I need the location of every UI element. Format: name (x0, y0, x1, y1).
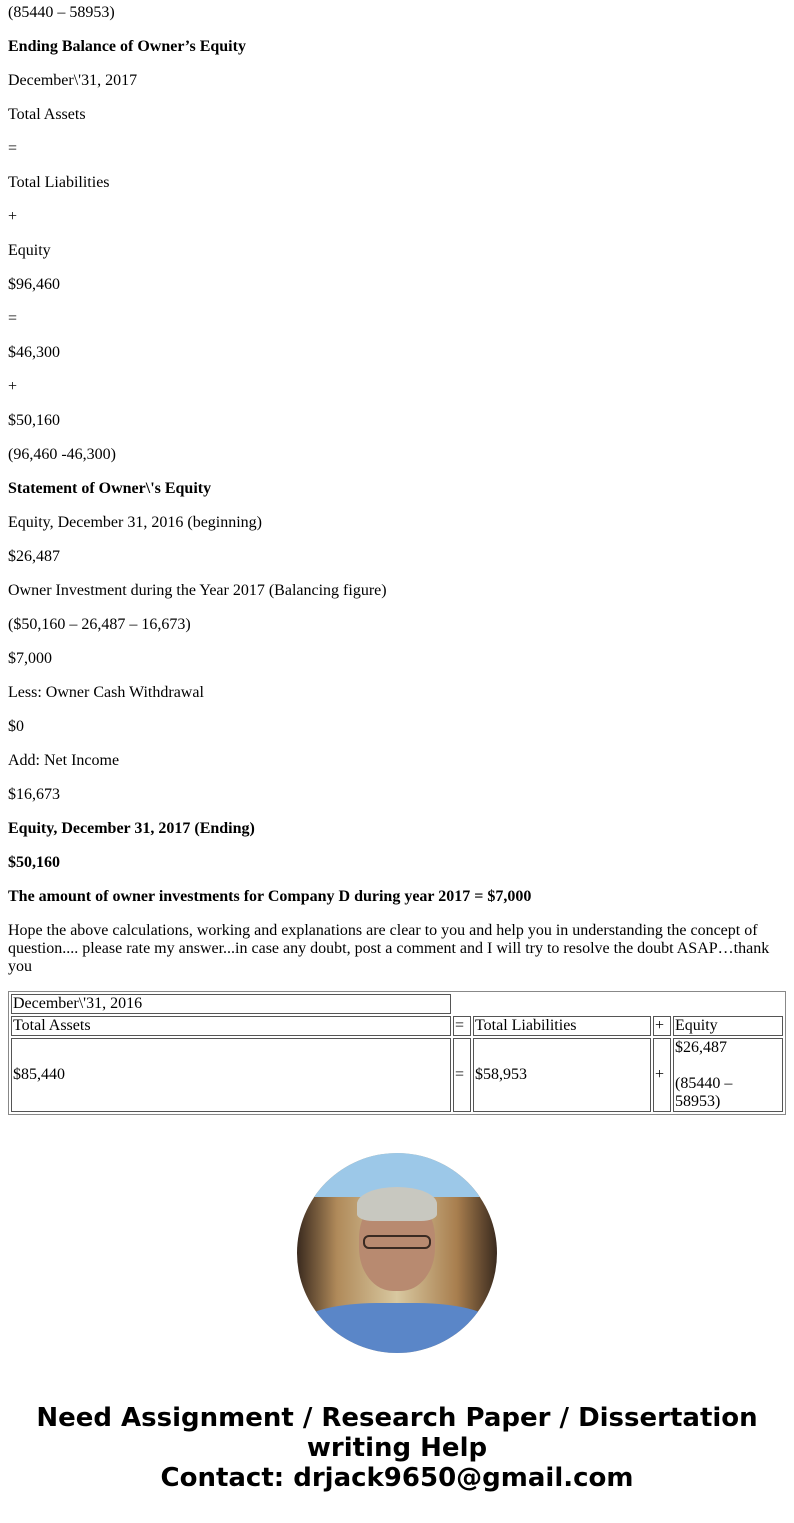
paragraph: Statement of Owner\'s Equity (8, 480, 212, 497)
paragraph: $50,160 (8, 412, 60, 429)
paragraph: Hope the above calculations, working and explanations are clear to you and help you in understanding the concept of question.... please rate my answer...in case any doubt, post a comment and I will try to resolve the doubt ASAP…thank you (8, 922, 770, 975)
paragraph: Add: Net Income (8, 752, 120, 769)
paragraph: $46,300 (8, 344, 60, 361)
paragraph: $16,673 (8, 786, 60, 803)
paragraph: $26,487 (8, 548, 60, 565)
cell-equity (673, 1038, 783, 1112)
cell-equals: = (453, 1038, 471, 1112)
table-row (11, 1038, 783, 1112)
paragraph: Equity, December 31, 2016 (beginning) (8, 514, 263, 531)
paragraph: + (8, 378, 18, 395)
table-header-row (11, 1016, 783, 1036)
promo-footer (0, 1403, 794, 1493)
paragraph: Equity (8, 242, 51, 259)
paragraph: = (8, 140, 18, 157)
paragraph: Less: Owner Cash Withdrawal (8, 684, 204, 701)
paragraph: (96,460 -46,300) (8, 446, 116, 463)
equity-note: (85440 – 58953) (675, 1075, 733, 1110)
paragraph: $7,000 (8, 650, 52, 667)
header-total-liabilities: Total Liabilities (473, 1016, 651, 1036)
paragraph: Owner Investment during the Year 2017 (Balancing figure) (8, 582, 387, 599)
paragraph: ($50,160 – 26,487 – 16,673) (8, 616, 191, 633)
header-total-assets: Total Assets (11, 1016, 451, 1036)
author-photo (297, 1153, 497, 1353)
paragraph: The amount of owner investments for Company D during year 2017 = $7,000 (8, 888, 532, 905)
promo-headline: Need Assignment / Research Paper / Dissertation writing Help (36, 1403, 758, 1463)
paragraph: Ending Balance of Owner’s Equity (8, 38, 246, 55)
header-equals: = (453, 1016, 471, 1036)
paragraph: $96,460 (8, 276, 60, 293)
paragraph: Total Assets (8, 106, 86, 123)
header-plus: + (653, 1016, 671, 1036)
promo-contact: Contact: drjack9650@gmail.com (160, 1463, 634, 1493)
header-equity: Equity (673, 1016, 783, 1036)
paragraph: (85440 – 58953) (8, 4, 115, 21)
equity-value: $26,487 (675, 1039, 727, 1056)
paragraph: $0 (8, 718, 24, 735)
paragraph: + (8, 208, 18, 225)
table-date-cell: December\'31, 2016 (11, 994, 451, 1014)
cell-total-assets: $85,440 (11, 1038, 451, 1112)
cell-plus: + (653, 1038, 671, 1112)
paragraph: $50,160 (8, 854, 60, 871)
accounting-equation-table (8, 991, 786, 1115)
paragraph: = (8, 310, 18, 327)
paragraph: Total Liabilities (8, 174, 110, 191)
cell-total-liabilities: $58,953 (473, 1038, 651, 1112)
paragraph: December\'31, 2017 (8, 72, 138, 89)
paragraph: Equity, December 31, 2017 (Ending) (8, 820, 255, 837)
